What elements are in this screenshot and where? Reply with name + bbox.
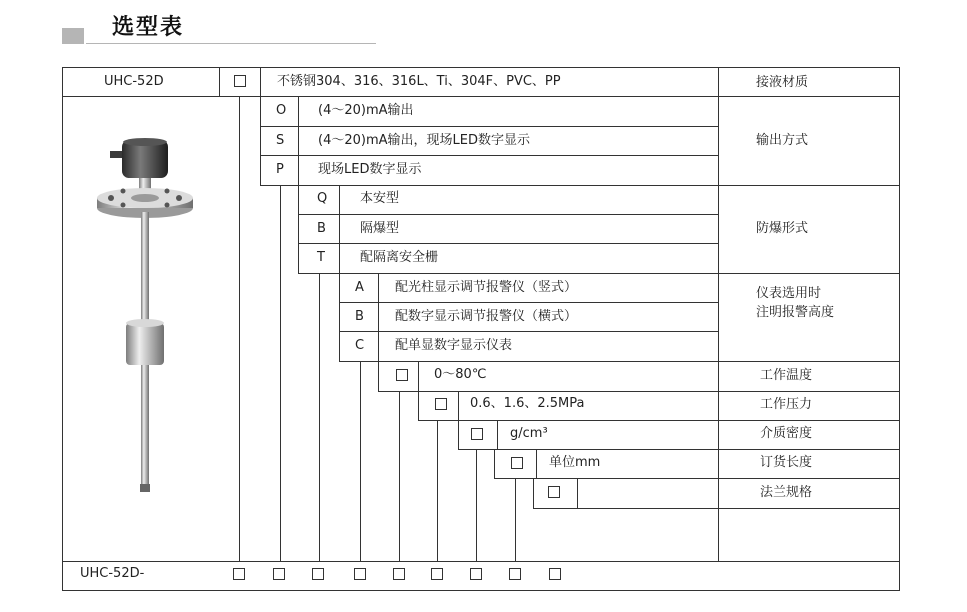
instrument-desc-c: 配单显数字显示仪表 — [395, 338, 513, 353]
order-box-flange[interactable] — [549, 568, 561, 580]
instrument-code-a: A — [355, 280, 364, 295]
output-desc-s: (4～20)mA输出，现场LED数字显示 — [318, 133, 530, 148]
length-value: 单位mm — [549, 455, 601, 470]
explosion-desc-b: 隔爆型 — [360, 221, 400, 236]
explosion-label: 防爆形式 — [756, 221, 809, 236]
temperature-checkbox[interactable] — [396, 369, 408, 381]
explosion-desc-t: 配隔离安全栅 — [360, 250, 439, 265]
density-label: 介质密度 — [760, 426, 813, 441]
order-code: UHC-52D- — [80, 566, 145, 581]
temperature-label: 工作温度 — [760, 368, 813, 383]
instrument-code-c: C — [355, 338, 365, 353]
order-box-output[interactable] — [273, 568, 285, 580]
material-checkbox[interactable] — [234, 75, 246, 87]
instrument-desc-a: 配光柱显示调节报警仪（竖式） — [395, 280, 578, 295]
explosion-code-t: T — [317, 250, 325, 265]
order-box-temperature[interactable] — [393, 568, 405, 580]
pressure-label: 工作压力 — [760, 397, 813, 412]
output-code-s: S — [276, 133, 285, 148]
pressure-checkbox[interactable] — [435, 398, 447, 410]
order-box-explosion[interactable] — [312, 568, 324, 580]
instrument-code-b: B — [355, 309, 364, 324]
flange-label: 法兰规格 — [760, 485, 813, 500]
level-transmitter-photo — [92, 128, 208, 496]
density-checkbox[interactable] — [471, 428, 483, 440]
instrument-label-line2: 注明报警高度 — [756, 305, 835, 320]
order-box-density[interactable] — [470, 568, 482, 580]
material-label: 接液材质 — [756, 75, 809, 90]
instrument-desc-b: 配数字显示调节报警仪（横式） — [395, 309, 578, 324]
pressure-value: 0.6、1.6、2.5MPa — [470, 396, 585, 411]
order-box-material[interactable] — [233, 568, 245, 580]
length-label: 订货长度 — [760, 455, 813, 470]
order-box-instrument[interactable] — [354, 568, 366, 580]
explosion-desc-q: 本安型 — [360, 191, 400, 206]
model-code: UHC-52D — [104, 74, 164, 89]
material-options: 不锈钢304、316、316L、Ti、304F、PVC、PP — [277, 74, 561, 89]
temperature-value: 0～80℃ — [434, 367, 487, 382]
page-title: 选型表 — [112, 15, 185, 40]
output-desc-o: (4～20)mA输出 — [318, 103, 414, 118]
output-code-p: P — [276, 162, 284, 177]
length-checkbox[interactable] — [511, 457, 523, 469]
density-value: g/cm³ — [510, 426, 548, 441]
output-desc-p: 现场LED数字显示 — [318, 162, 422, 177]
order-box-length[interactable] — [509, 568, 521, 580]
order-box-pressure[interactable] — [431, 568, 443, 580]
output-label: 输出方式 — [756, 133, 809, 148]
instrument-label-line1: 仪表选用时 — [756, 286, 822, 301]
flange-checkbox[interactable] — [548, 486, 560, 498]
explosion-code-q: Q — [317, 191, 328, 206]
explosion-code-b: B — [317, 221, 326, 236]
output-code-o: O — [276, 103, 287, 118]
